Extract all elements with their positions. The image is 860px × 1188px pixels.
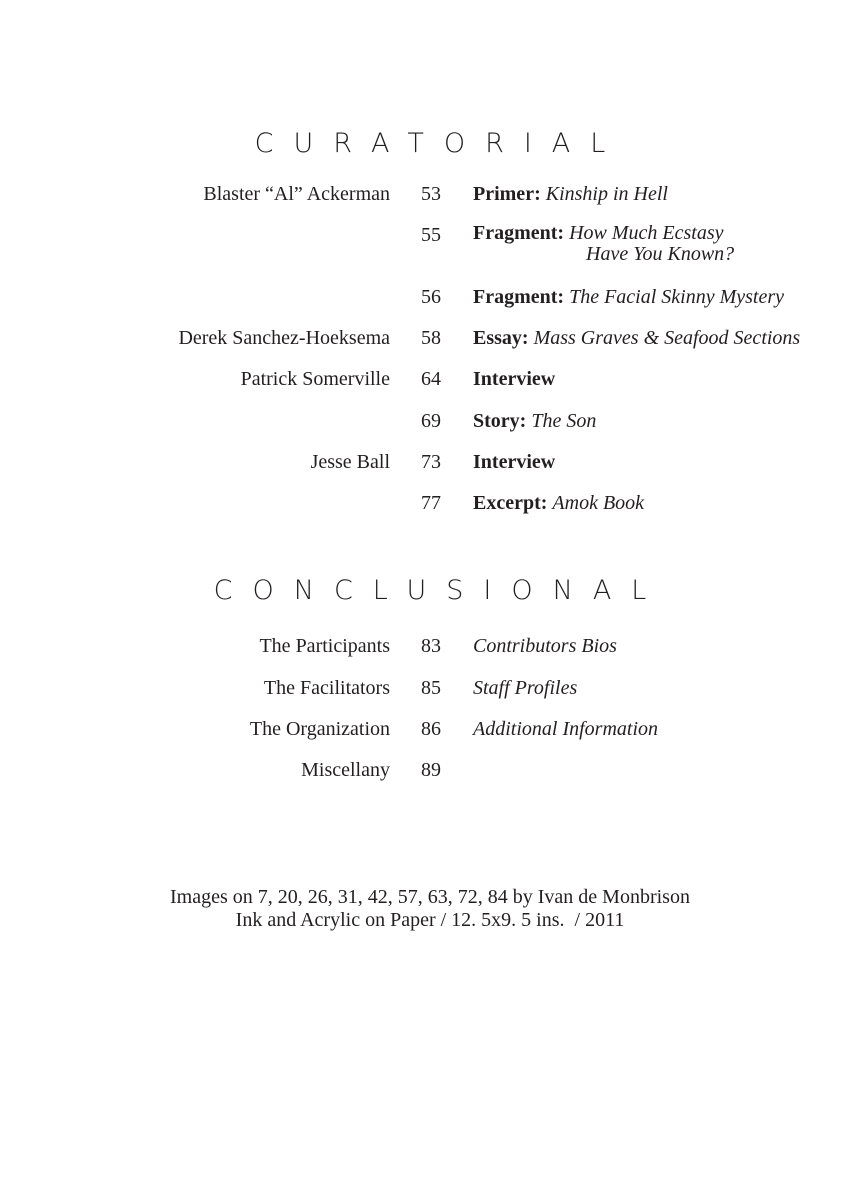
toc-entry — [0, 409, 860, 433]
entry-kind: Interview — [473, 368, 556, 390]
entry-title: Amok Book — [552, 492, 645, 514]
entry-title: Additional Information — [473, 718, 658, 740]
credits-line-2: Ink and Acrylic on Paper / 12. 5x9. 5 ins. / 2011 — [235, 909, 625, 931]
curatorial-heading: CURATORIAL — [254, 128, 626, 159]
author-name: Blaster “Al” Ackerman — [203, 183, 390, 205]
page-number: 56 — [421, 286, 441, 308]
entry-title: Contributors Bios — [473, 635, 617, 657]
section-label: The Organization — [249, 718, 390, 740]
conclusional-heading: CONCLUSIONAL — [213, 575, 667, 606]
toc-entry — [0, 326, 860, 350]
page-number: 89 — [421, 759, 441, 781]
author-name: Jesse Ball — [310, 451, 390, 473]
toc-entry — [0, 634, 860, 658]
entry-title: Kinship in Hell — [545, 183, 668, 205]
toc-entry — [0, 285, 860, 309]
toc-entry — [0, 182, 860, 206]
entry-title: How Much Ecstasy — [569, 222, 724, 244]
toc-entry — [0, 367, 860, 391]
entry-kind: Fragment: — [473, 222, 565, 244]
page-number: 55 — [421, 224, 441, 246]
page-number: 86 — [421, 718, 441, 740]
toc-entry — [0, 222, 860, 265]
page-number: 83 — [421, 635, 441, 657]
section-label: The Participants — [259, 635, 390, 657]
author-name: Derek Sanchez-Hoeksema — [178, 327, 390, 349]
toc-entry — [0, 450, 860, 474]
toc-entry — [0, 717, 860, 741]
toc-entry — [0, 491, 860, 515]
section-label: The Facilitators — [263, 677, 390, 699]
author-name: Patrick Somerville — [240, 368, 390, 390]
page-number: 73 — [421, 451, 441, 473]
toc-entry — [0, 758, 860, 782]
entry-kind: Fragment: — [473, 286, 565, 308]
entry-kind: Story: — [473, 410, 527, 432]
page-number: 53 — [421, 183, 441, 205]
entry-title-continued: Have You Known? — [586, 243, 735, 265]
section-label: Miscellany — [301, 759, 390, 781]
page-number: 69 — [421, 410, 441, 432]
credits-line-1: Images on 7, 20, 26, 31, 42, 57, 63, 72, 84 by Ivan de Monbrison — [170, 886, 690, 908]
entry-kind: Essay: — [473, 327, 529, 349]
toc-entry — [0, 676, 860, 700]
page-number: 85 — [421, 677, 441, 699]
entry-kind: Interview — [473, 451, 556, 473]
page-number: 64 — [421, 368, 441, 390]
entry-title: Staff Profiles — [473, 677, 578, 699]
page-number: 77 — [421, 492, 441, 514]
image-credits — [0, 886, 860, 932]
page-number: 58 — [421, 327, 441, 349]
entry-title: Mass Graves & Seafood Sections — [533, 327, 801, 349]
entry-title: The Facial Skinny Mystery — [569, 286, 785, 308]
entry-kind: Excerpt: — [473, 492, 548, 514]
entry-title: The Son — [531, 410, 597, 432]
entry-kind: Primer: — [473, 183, 541, 205]
